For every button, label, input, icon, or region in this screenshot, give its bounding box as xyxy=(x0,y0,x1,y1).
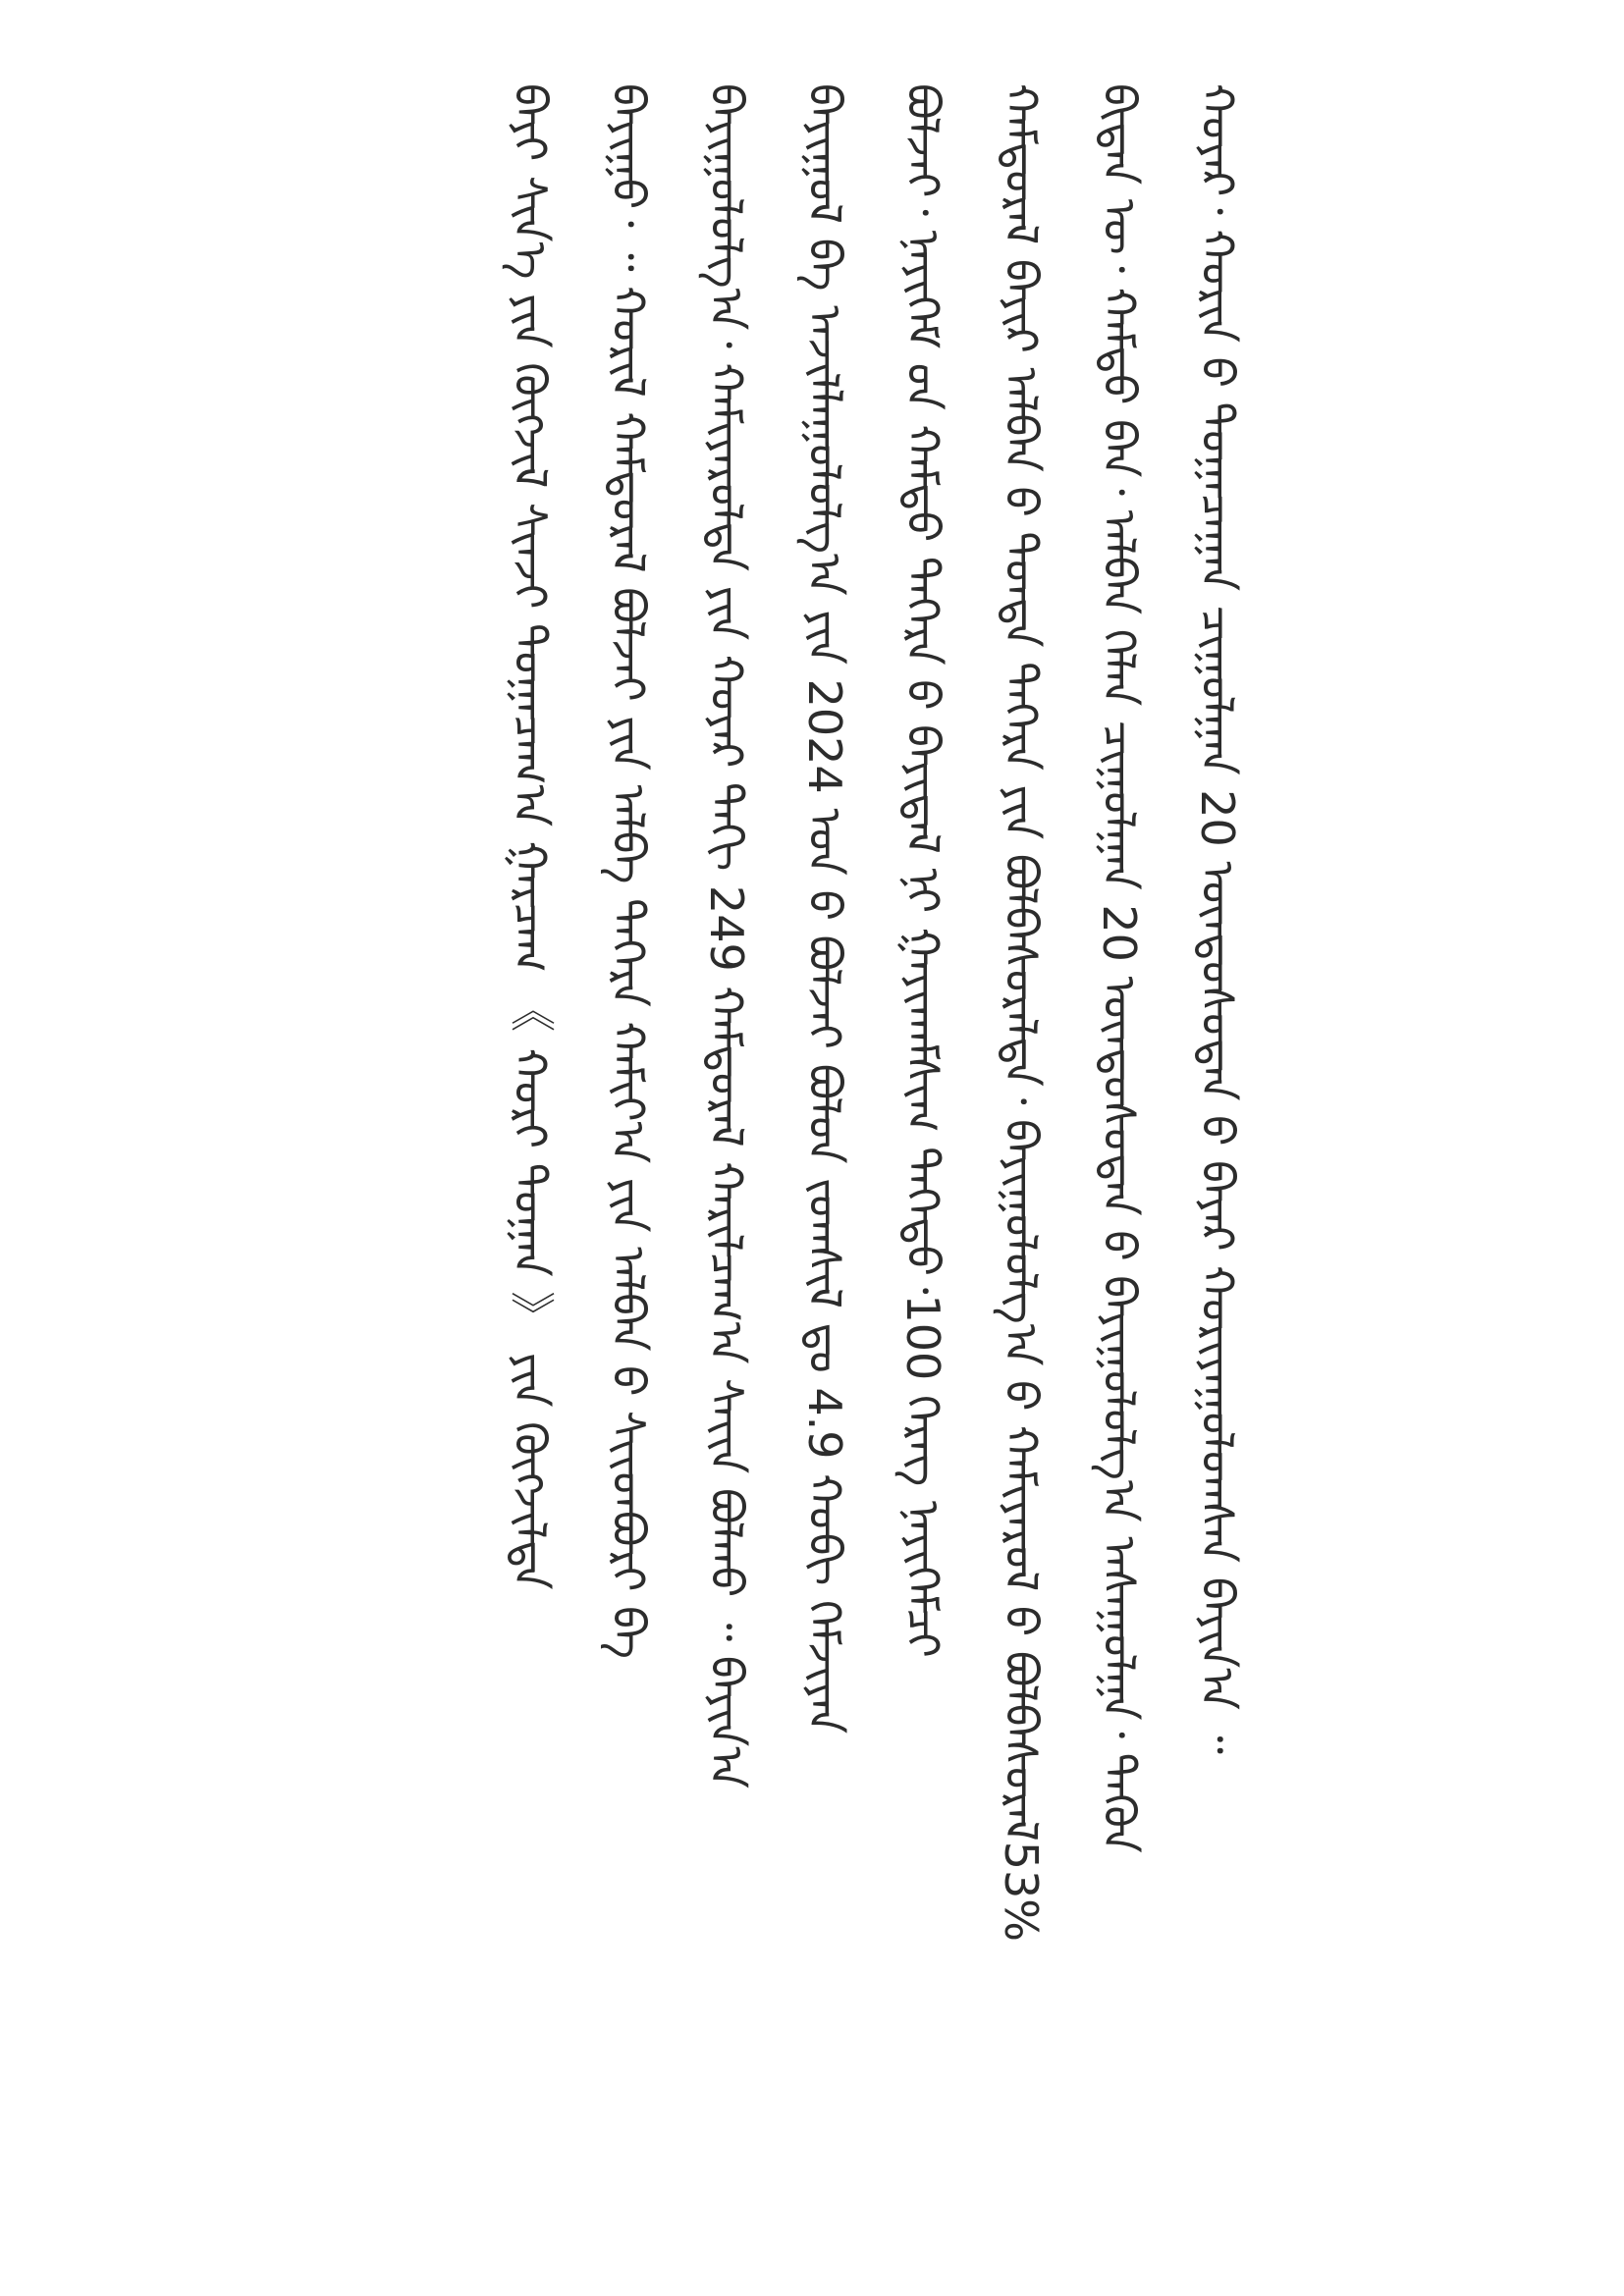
text-column-6: ᠪᠠᠶᠢᠭᠤᠯᠤᠯᠭ᠎ᠠ᠂ ᠬᠠᠮᠢᠶᠠᠷᠤᠯᠲᠠ ᠶᠢᠨ ᠬᠣᠶᠠᠷ ᠳᠠᠬᠢ 249 ᠬᠠᠮᠲᠤᠷᠠᠯ ᠬᠠᠷᠢᠯᠴᠠᠭ᠎ᠠ ᠰᠠᠶ᠋ᠢᠨ ᠪᠣᠯᠬᠤ ᠃ ᠪᠠᠶᠢᠨ᠎ᠠ xyxy=(700,83,753,1789)
text-column-2: ᠪᠢᠳᠡᠨ ᠦ᠂ ᠬᠠᠮᠲᠤ ᠪᠠᠨ᠂ ᠠᠯᠪᠠᠨ ᠬᠡᠯᠡᠨ ᠴᠢᠭᠤᠯᠭᠠᠨ 20 ᠦᠨᠳᠦᠰᠦᠲᠡᠨ ᠤ᠋ ᠪᠠᠶᠢᠭᠤᠯᠤᠯᠭ᠎ᠠ ᠠᠰᠠᠭᠤᠯᠭᠠ᠂ ᠲᠡᠭᠦᠨ xyxy=(1093,83,1146,1853)
text-column-4: ᠪᠣᠯᠵᠠᠢ᠂ ᠨᠡᠶᠢᠭᠡᠮ ᠦ᠋ᠨ ᠬᠠᠮᠲᠤ ᠳᠡᠭᠡᠷᠡ ᠤ᠋ ᠪᠠᠶᠢᠳᠠᠯ ᠨᠢ ᠭᠠᠶᠢᠬᠠᠮᠰᠢᠭ ᠳᠡᠭᠡᠳᠦ᠂100 ᠬᠡᠷᠡᠭ ᠨᠡᠶᠢᠭᠡᠮᠴᠢ xyxy=(896,83,949,1658)
text-column-5: ᠪᠠᠶᠢᠭᠤᠯ ᠪᠠ ᠠᠵᠢᠯᠯᠠᠭᠤᠯᠤᠯᠭ᠎ᠠ ᠶᠢᠨ 2024 ᠣᠨ ᠤ᠋ ᠪᠣᠯᠵᠠᠢ ᠪᠣᠯᠤᠨ ᠵᠣᠭᠰᠢᠯ ᠳᠤ 4.9 ᠬᠣᠪᠢ ᠬᠡᠮᠵᠢᠶᠡᠨ xyxy=(798,83,851,1735)
text-column-7: ᠪᠠᠶᠢᠭᠤ᠂ ᠃ ᠬᠣᠷᠢᠯ ᠬᠠᠮᠲᠤᠷᠠᠯ ᠪᠣᠯᠵᠠᠢ ᠶᠢᠨ ᠠᠯᠪᠠ ᠳᠡᠭᠡᠷᠡ ᠬᠠᠮᠢᠶ᠎ᠠ ᠶᠢᠨ ᠠᠯᠪᠠᠨ ᠤ᠋ ᠰᠢᠢᠳᠪᠦᠷᠢ ᠪᠠ xyxy=(602,83,655,1659)
text-column-3: ᠬᠠᠮᠲᠤᠷᠠᠯ ᠪᠠᠶᠢᠷ ᠠᠯᠪᠠᠨ ᠤ᠋ ᠳᠤᠨᠳᠠ ᠳᠡᠭᠡᠷᠡ ᠶᠢᠨ ᠪᠣᠯᠪᠠᠰᠤᠷᠠᠯᠲᠠ᠂ ᠪᠠᠶᠢᠭᠤᠯᠤᠯᠭ᠎ᠠ ᠤ᠋ ᠬᠠᠮᠢᠶᠠᠷᠤᠯ ᠤ᠋ ᠪᠣᠯᠪᠠᠰᠤᠷᠠᠯ53% xyxy=(995,83,1048,1942)
text-column-8: ᠪᠠᠶᠢ ᠰᠢᠨ᠎ᠡ ᠶᠢᠨ ᠬᠥᠭᠵᠢᠯ ᠰᠢᠨᠵᠢ ᠲᠣᠭᠠᠴᠠᠭ᠎ᠠ ᠭᠠᠷᠴᠠᠭ 《 ᠬᠣᠷᠢ ᠲᠣᠭᠠᠨ 》 ᠶᠢᠨ ᠬᠥᠭᠵᠢᠯᠲᠡ xyxy=(504,83,557,1590)
mongolian-text-block xyxy=(285,83,1267,2194)
text-column-1: ᠬᠣᠶᠠᠷ᠂ ᠬᠣᠷᠢᠨ ᠤ᠋ ᠲᠣᠭᠠᠴᠠᠭᠠᠨ ᠴᠢᠭᠤᠯᠭᠠᠨ 20 ᠦᠨᠳᠦᠰᠦᠲᠡᠨ ᠤ᠋ ᠪᠠᠶᠠᠷ ᠬᠣᠷᠢᠶᠠᠭᠤᠯᠤᠭᠰᠠᠨ ᠪᠠᠶᠢᠨ᠎ᠠ ᠃ xyxy=(1191,83,1244,1754)
